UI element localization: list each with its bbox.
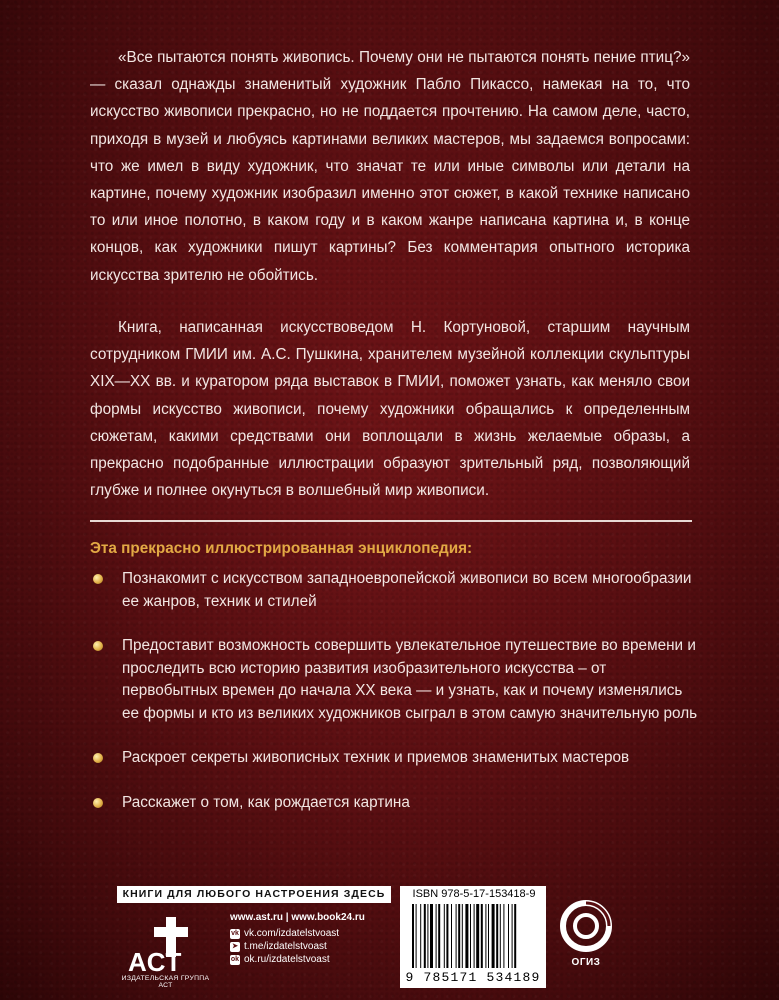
list-item bbox=[90, 792, 700, 815]
intro-paragraph-1: «Все пытаются понять живопись. Почему они не пытаются понять пение птиц?» — сказал однажды знаменитый художник Пабло Пикассо, намекая на то, что искусство живописи прекрасно, но не поддается прочтению. На самом деле, часто, приходя в музей и любуясь картинами великих мастеров, мы задаемся вопросами: что же имел в виду художник, что значат те или иные символы или детали на картине, почему художник изобразил именно этот сюжет, в какой технике написано то или иное полотно, в каком году и в каком жанре написана картина и, в конце концов, как художники пишут картины? Без комментария опытного историка искусства зрителю не обойтись. bbox=[90, 49, 690, 284]
slogan-band: КНИГИ ДЛЯ ЛЮБОГО НАСТРОЕНИЯ ЗДЕСЬ bbox=[117, 886, 391, 903]
bullet-icon bbox=[93, 798, 103, 808]
list-item bbox=[90, 568, 700, 613]
divider bbox=[90, 520, 692, 522]
ogiz-logo bbox=[560, 900, 612, 952]
telegram-icon: ➤ bbox=[230, 942, 240, 952]
vk-link[interactable] bbox=[230, 928, 339, 939]
ok-icon: ok bbox=[230, 955, 240, 963]
publisher-caption: ИЗДАТЕЛЬСКАЯ ГРУППА АСТ bbox=[121, 975, 210, 989]
isbn-text: ISBN 978-5-17-153418-9 bbox=[412, 888, 536, 900]
telegram-link[interactable] bbox=[230, 941, 327, 952]
list-item-text: Познакомит с искусством западноевропейской живописи во всем многообразии ее жанров, техник и стилей bbox=[122, 570, 692, 610]
telegram-text: t.me/izdatelstvoast bbox=[244, 941, 327, 952]
ast-logo-text: ACT bbox=[128, 947, 182, 977]
ok-text: ok.ru/izdatelstvoast bbox=[244, 954, 330, 965]
list-item-text: Предоставит возможность совершить увлекательное путешествие во времени и проследить всю историю развития изобразительного искусства – от первобытных времен до начала XX века — и узнать, как и почему изменялись ее формы и кто из великих художников сыграл в этом самую значительную роль bbox=[122, 637, 698, 722]
bullet-icon bbox=[93, 574, 103, 584]
ok-link[interactable] bbox=[230, 954, 330, 965]
barcode-number: 9 785171 534189 bbox=[405, 970, 541, 985]
bullet-icon bbox=[93, 641, 103, 651]
vk-text: vk.com/izdatelstvoast bbox=[244, 928, 340, 939]
barcode-icon bbox=[412, 904, 538, 968]
features-list bbox=[90, 568, 700, 836]
website-links[interactable]: www.ast.ru | www.book24.ru bbox=[230, 912, 365, 923]
bullet-icon bbox=[93, 753, 103, 763]
ogiz-label: ОГИЗ bbox=[571, 957, 601, 968]
intro-paragraph-2: Книга, написанная искусствоведом Н. Кортуновой, старшим научным сотрудником ГМИИ им. А.С. Пушкина, хранителем музейной коллекции скульптуры XIX—XX вв. и куратором ряда выставок в ГМИИ, поможет узнать, как меняло свои формы искусство живописи, почему художники обращались к определенным сюжетам, какими средствами они воплощали в жизнь желаемые образы, а прекрасно подобранные иллюстрации образуют зрительный ряд, позволяющий глубже и полнее окунуться в волшебный мир живописи. bbox=[90, 319, 690, 500]
list-item-text: Расскажет о том, как рождается картина bbox=[122, 793, 410, 811]
list-item-text: Раскроет секреты живописных техник и приемов знаменитых мастеров bbox=[122, 749, 630, 766]
vk-icon: vk bbox=[231, 929, 239, 937]
features-heading: Эта прекрасно иллюстрированная энциклопедия: bbox=[90, 540, 473, 557]
list-item bbox=[90, 635, 700, 725]
list-item bbox=[90, 747, 700, 770]
